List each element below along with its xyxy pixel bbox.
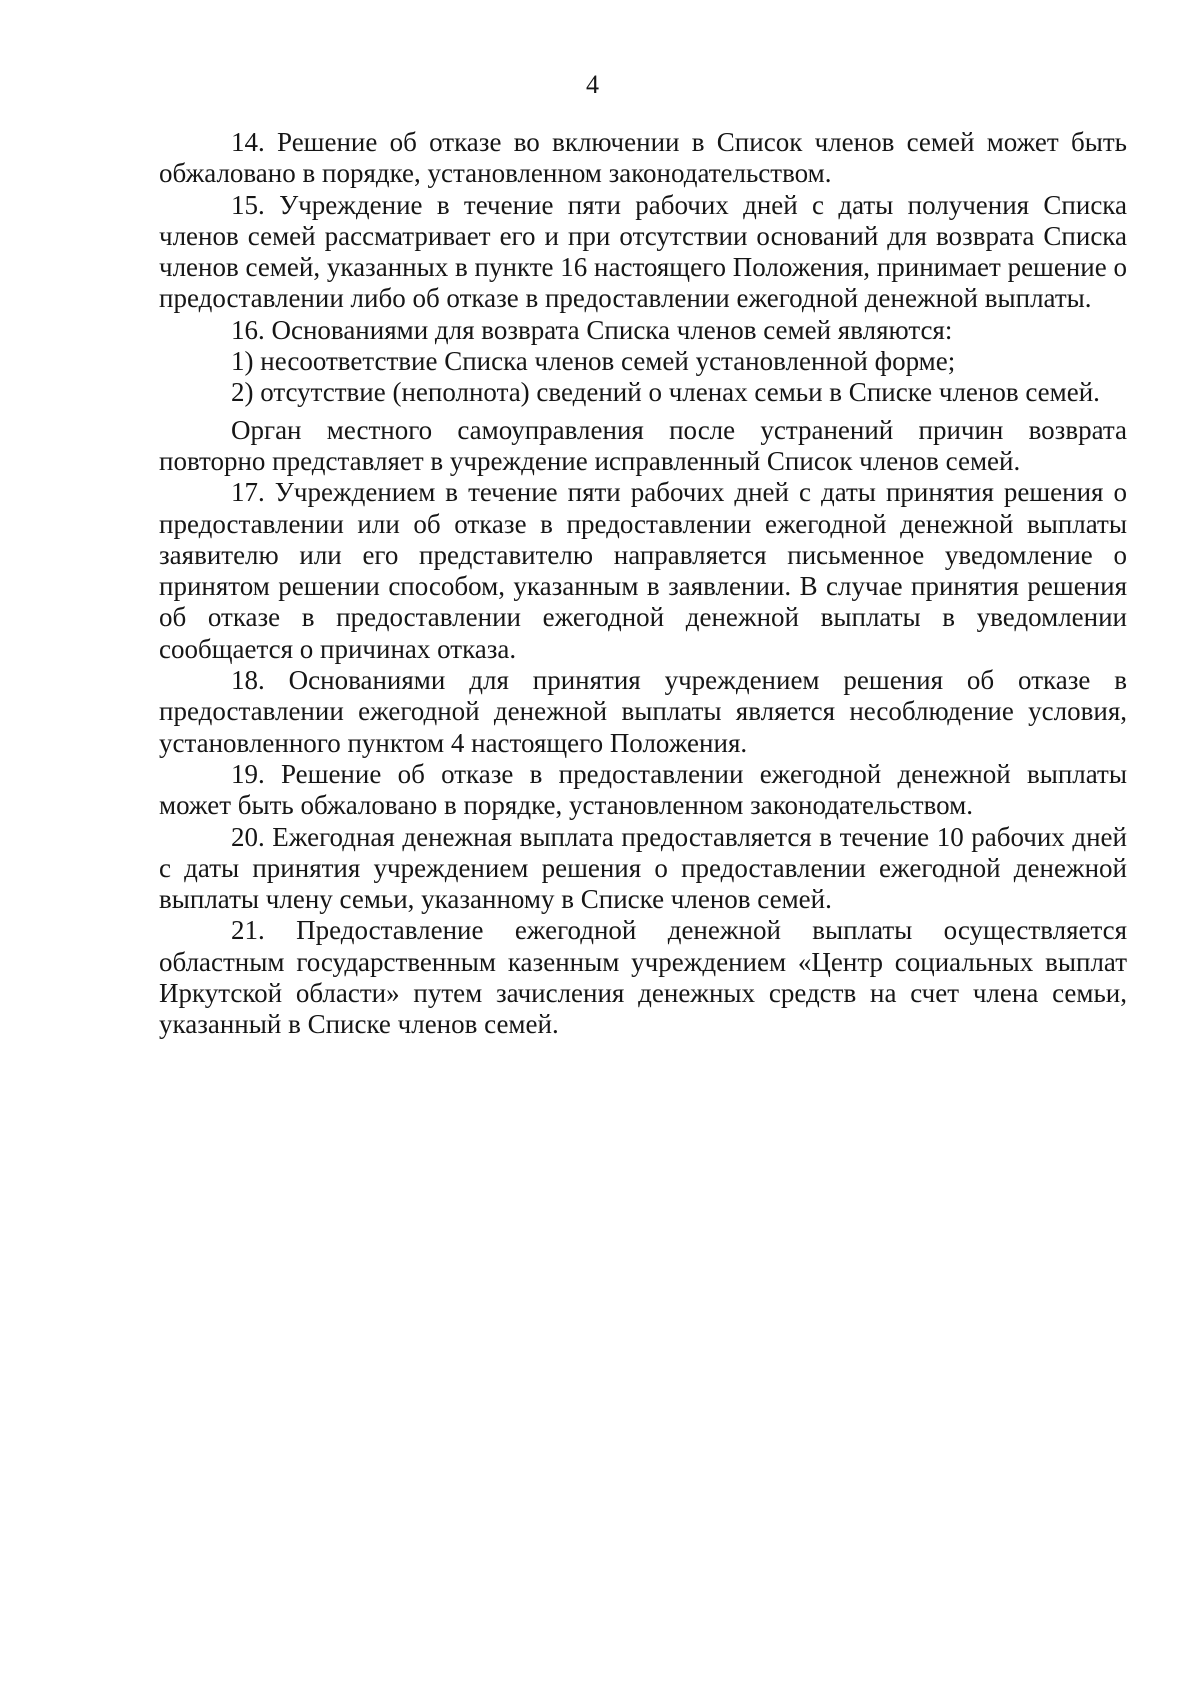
paragraph-16-note: Орган местного самоуправления после устранений причин возврата повторно представляет в учреждение исправленный Список членов семей. xyxy=(159,414,1127,476)
paragraph-21: 21. Предоставление ежегодной денежной выплаты осуществляется областным государственным казенным учреждением «Центр социальных выплат Иркутской области» путем зачисления денежных средств на счет члена семьи, указанный в Списке членов семей. xyxy=(159,915,1127,1040)
paragraph-15: 15. Учреждение в течение пяти рабочих дней с даты получения Списка членов семей рассматривает его и при отсутствии оснований для возврата Списка членов семей, указанных в пункте 16 настоящего Положения, принимает решение о предоставлении либо об отказе в предоставлении ежегодной денежной выплаты. xyxy=(159,189,1127,314)
paragraph-16-item-2: 2) отсутствие (неполнота) сведений о членах семьи в Списке членов семей. xyxy=(231,377,1100,408)
paragraph-19: 19. Решение об отказе в предоставлении ежегодной денежной выплаты может быть обжаловано в порядке, установленном законодательством. xyxy=(159,758,1127,821)
paragraph-16-item-1: 1) несоответствие Списка членов семей установленной форме; xyxy=(231,346,956,377)
document-body xyxy=(159,127,1127,1041)
paragraph-17: 17. Учреждением в течение пяти рабочих дней с даты принятия решения о предоставлении или об отказе в предоставлении ежегодной денежной выплаты заявителю или его представителю направляется письменное уведомление о принятом решении способом, указанным в заявлении. В случае принятия решения об отказе в предоставлении ежегодной денежной выплаты в уведомлении сообщается о причинах отказа. xyxy=(159,477,1127,664)
paragraph-14: 14. Решение об отказе во включении в Список членов семей может быть обжаловано в порядке, установленном законодательством. xyxy=(159,127,1127,189)
page-number: 4 xyxy=(586,70,599,99)
paragraph-16: 16. Основаниями для возврата Списка членов семей являются: xyxy=(231,314,953,345)
paragraph-20: 20. Ежегодная денежная выплата предоставляется в течение 10 рабочих дней с даты принятия учреждением решения о предоставлении ежегодной денежной выплаты члену семьи, указанному в Списке членов семей. xyxy=(159,821,1127,915)
paragraph-18: 18. Основаниями для принятия учреждением решения об отказе в предоставлении ежегодной денежной выплаты является несоблюдение условия, установленного пунктом 4 настоящего Положения. xyxy=(159,665,1127,758)
